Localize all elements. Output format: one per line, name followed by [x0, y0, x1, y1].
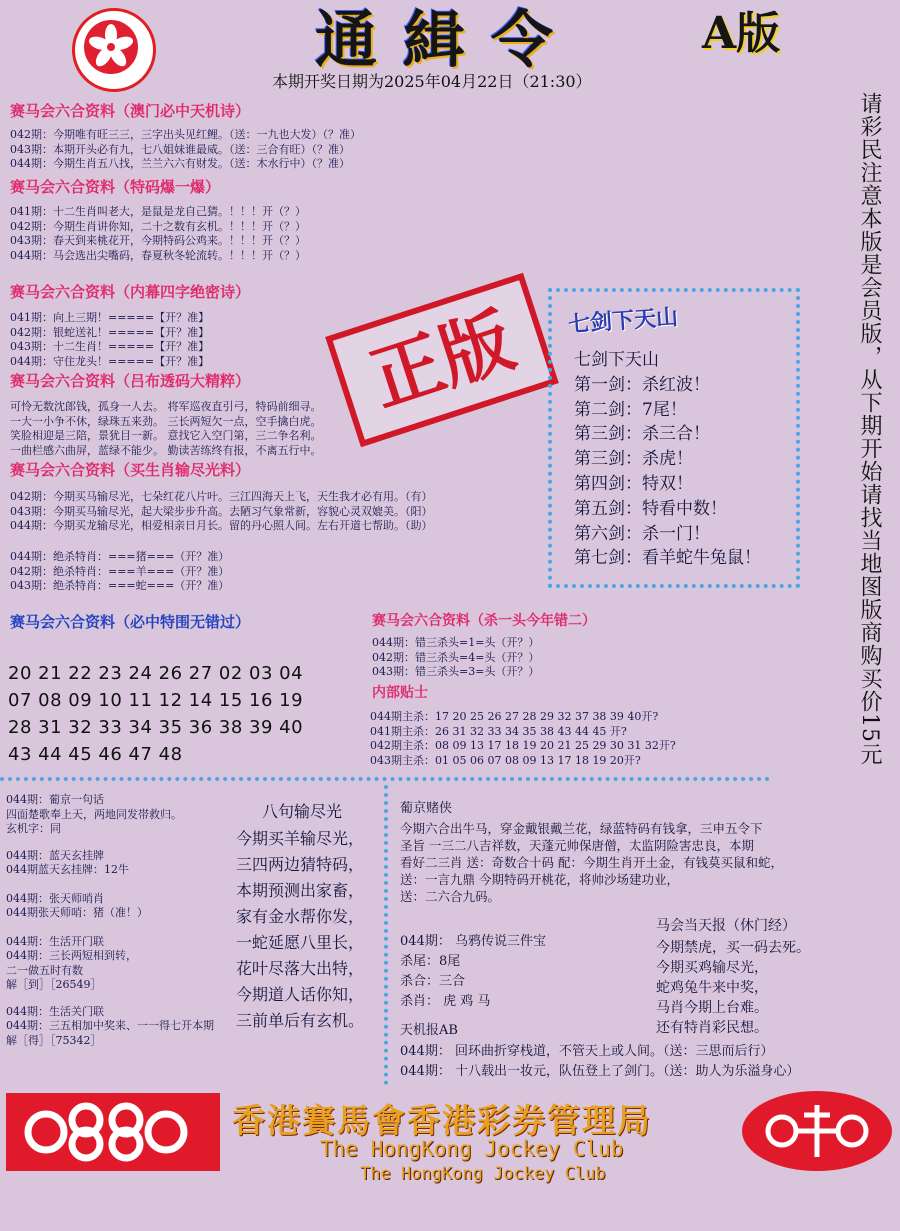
list-item: 第五剑：特看中数！ [574, 498, 727, 519]
section-macau-poem [10, 128, 361, 172]
list-item: 圣旨 一三二八吉祥数，天蓬元帅保唐僧，太监阴险害忠良，本期 [400, 838, 754, 853]
list-item: 三四两边猜特码， [236, 855, 365, 874]
list-item: 今期禁虎，买一码去死。 [656, 940, 810, 956]
number-row: 28 31 32 33 34 35 36 38 39 40 [8, 717, 304, 738]
section-title-lubu: 赛马会六合资料（吕布透码大精粹） [10, 372, 251, 390]
edition-badge: A版 [702, 8, 781, 59]
left-bottom-column [6, 793, 246, 1048]
list-item: 蛇鸡兔牛来中奖， [656, 980, 768, 996]
number-row: 07 08 09 10 11 12 14 15 16 19 [8, 690, 304, 711]
ab-report-lines [400, 1042, 799, 1082]
list-item: 041期：向上三期！=====【开？准】 [10, 311, 210, 324]
list-item: 第二剑：7尾！ [574, 399, 687, 420]
bauhinia-icon [72, 8, 150, 86]
list-item: 送：二六合九码。 [400, 889, 501, 904]
list-item: 043期：本期开头必有九，七八姐妹谁最威。（送：三合有旺）（？准） [10, 142, 350, 156]
lottery-logo-right [742, 1091, 892, 1171]
side-notice: 请彩民注意本版是会员版，从下期开始请找当地图版商购买价15元 [857, 92, 882, 766]
list-item: 还有特肖彩民想。 [656, 1020, 768, 1036]
list-item: 玄机字：同 [6, 822, 61, 835]
list-item: 今期买鸡输尽光， [656, 960, 768, 976]
list-item: 044期：三长两短相到转， [6, 949, 137, 962]
list-item: 041期：十二生肖叫老大，是鼠是龙自己猜。！！！开（？） [10, 205, 306, 218]
seven-swords-list [574, 348, 761, 571]
section-title-insider-tips: 内部贴士 [372, 685, 428, 701]
list-item: 杀尾：8尾 [400, 954, 461, 969]
block-one-word [6, 793, 246, 837]
lottery-emblem-icon [742, 1091, 892, 1171]
list-item: 043期：十二生肖！=====【开？准】 [10, 340, 210, 353]
list-item: 今期六合出牛马，穿金戴银戴兰花，绿蓝特码有钱拿，三申五令下 [400, 821, 763, 836]
section-title-insider-poem: 赛马会六合资料（内幕四字绝密诗） [10, 283, 251, 301]
block-close-couplet [6, 1005, 246, 1049]
list-item: 家有金水帮你发， [236, 907, 365, 926]
list-item: 今期道人话你知， [236, 985, 365, 1004]
list-item: 马肖今期上台难。 [656, 1000, 768, 1016]
list-item: 044期：守住龙头！=====【开？准】 [10, 354, 210, 368]
list-item: 笑脸相迎是三陪，景犹目一新。 意找它入空门第，三二争名利。 [10, 429, 322, 442]
list-item: 044期： 十八载出一妆元，队伍登上了剑门。（送：助人为乐溢身心） [400, 1064, 800, 1079]
jockey-club-logo-left [6, 1093, 220, 1171]
list-item: 041期主杀：26 31 32 33 34 35 38 43 44 45 开? [370, 724, 627, 738]
list-item: 解［得］［75342］ [6, 1033, 102, 1047]
section-special-burst [10, 205, 306, 263]
list-item: 本期预测出家畜， [236, 881, 365, 900]
crow-lines [400, 932, 546, 1012]
list-item: 044期：马会选出尖嘴码，春夏秋冬轮流转。！！！开（？） [10, 248, 306, 262]
hk-emblem [72, 8, 156, 92]
list-item: 043期：今期买马输尽光，起大梁步步升高。去陋习气象常新，容貌心灵双媲美。（阳） [10, 504, 433, 518]
draw-date: 本期开奖日期为2025年04月22日（21:30） [272, 72, 592, 91]
list-item: 四面楚歌奉上天，两地同发帯救归。 [6, 807, 182, 821]
footer [0, 1085, 900, 1231]
block-zhang-tianshi [6, 892, 246, 921]
list-item: 044期：葡京一句话 [6, 793, 104, 806]
list-item: 043期：绝杀特肖：===蛇===（开？准） [10, 579, 230, 592]
section-kill-head [372, 636, 539, 680]
list-item: 044期张天师哨：猪（准！） [6, 906, 148, 919]
list-item: 042期：今期生肖讲你知，二十之数有玄机。！！！开（？） [10, 219, 306, 233]
ab-report-title: 天机报AB [400, 1023, 458, 1038]
section-title-kill-head: 赛马会六合资料（杀一头今年错二） [372, 613, 596, 629]
poem-lines [236, 826, 364, 1034]
gambler-lines [400, 820, 783, 905]
list-item: 送：一言九鼎 今期特码开桃花，将帅沙场建功业， [400, 872, 679, 887]
list-item: 044期：生活关门联 [6, 1004, 104, 1018]
list-item: 二一做五时有数 [6, 963, 83, 977]
section-title-zodiac-lose: 赛马会六合资料（买生肖输尽光料） [10, 461, 251, 479]
footer-en-name-2: The HongKong Jockey Club [360, 1164, 606, 1184]
section-kill-zodiac [10, 550, 229, 594]
section-title-special-burst: 赛马会六合资料（特码爆一爆） [10, 178, 221, 196]
list-item: 043期：春天到来桃花开，今期特码公鸡来。！！！开（？） [10, 234, 306, 247]
block-open-couplet [6, 935, 246, 993]
list-item: 三前单后有玄机。 [236, 1011, 365, 1030]
list-item: 第六剑：杀一门！ [574, 523, 710, 544]
list-item: 044期：蓝天玄挂牌 [6, 848, 104, 862]
seven-swords-box [548, 288, 800, 588]
seven-swords-heading: 七剑下天山 [574, 350, 659, 370]
list-item: 044期：今期生肖五八找，兰兰六六有财发。（送：木水行中）（？准） [10, 157, 350, 170]
section-insider-tips [370, 710, 676, 768]
section-title-special-numbers: 赛马会六合资料（必中特围无错过） [10, 613, 251, 631]
footer-cn-name: 香港賽馬會香港彩券管理局 [232, 1101, 652, 1140]
horse-report-title: 马会当天报（休门经） [656, 918, 796, 934]
list-item: 042期：银蛇送礼！=====【开？准】 [10, 325, 210, 339]
list-item: 花叶尽落大出特， [236, 959, 365, 978]
list-item: 一大一小争不休，绿珠五来劲。 三长两短欠一点，空手擒白虎。 [10, 414, 322, 428]
list-item: 解［到］［26549］ [6, 978, 102, 991]
divider-vertical [384, 785, 388, 1085]
list-item: 044期：今期买龙输尽光，相爱相亲日月长。留的丹心照人间。左右开道七帮助。（助） [10, 519, 433, 532]
footer-en-name-1: The HongKong Jockey Club [320, 1137, 624, 1161]
section-title-macau-poem: 赛马会六合资料（澳门必中天机诗） [10, 102, 251, 120]
page-title: 通緝令 [315, 3, 580, 76]
list-item: 042期：今期唯有旺三三，三字出头见红鲤。（送：一九也大发）（？准） [10, 128, 361, 141]
list-item: 044期：绝杀特肖：===猪===（开？准） [10, 550, 230, 563]
list-item: 044期： 回环曲折穿栈道，不管天上或人间。（送：三思而后行） [400, 1044, 774, 1059]
list-item: 042期主杀：08 09 13 17 18 19 20 21 25 29 30 31 32开? [370, 739, 676, 752]
list-item: 杀肖： 虎 鸡 马 [400, 994, 491, 1009]
poem-title: 八句输尽光 [262, 802, 343, 821]
block-blue-sky [6, 849, 246, 878]
list-item: 今期买羊输尽光， [236, 829, 365, 848]
list-item: 看好二三肖 送：奇数合十码 配：今期生肖开土金，有钱莫买鼠和蛇， [400, 855, 783, 870]
list-item: 一蛇延愿八里长， [236, 933, 365, 952]
list-item: 044期：生活开门联 [6, 934, 104, 948]
divider-horizontal [0, 777, 770, 781]
section-zodiac-lose [10, 490, 433, 534]
genuine-stamp: 正版 [325, 273, 559, 448]
list-item: 可怜无数沈郎钱，孤身一人去。 将军巡夜直引弓，特码前细寻。 [10, 400, 322, 413]
number-row: 43 44 45 46 47 48 [8, 744, 183, 765]
section-insider-poem [10, 311, 209, 369]
list-item: 第三剑：杀虎！ [574, 449, 693, 470]
knot-logo-icon [6, 1093, 220, 1171]
special-number-grid [8, 660, 303, 768]
list-item: 044期：三五相加中奖来、一一得七开本期 [6, 1019, 214, 1032]
list-item: 042期：今期买马输尽光，七朵红花八片叶。三江四海天上飞，天生我才必有用。（有） [10, 490, 433, 503]
list-item: 044期蓝天玄挂牌：12牛 [6, 863, 129, 876]
list-item: 044期主杀：17 20 25 26 27 28 29 32 37 38 39 40开? [370, 710, 659, 723]
list-item: 第三剑：杀三合！ [574, 424, 710, 445]
horse-report-lines [656, 938, 810, 1038]
list-item: 杀合：三合 [400, 974, 466, 989]
number-row: 20 21 22 23 24 26 27 02 03 04 [8, 663, 304, 684]
list-item: 044期：错三杀头=1=头（开？） [372, 636, 540, 649]
list-item: 第四剑：特双！ [574, 473, 693, 494]
list-item: 043期：错三杀头=3=头（开？） [372, 665, 540, 678]
list-item: 044期： 乌鸦传说三件宝 [400, 934, 546, 949]
seven-swords-logo: 七剑下天山 [567, 305, 679, 338]
list-item: 042期：错三杀头=4=头（开？） [372, 650, 540, 664]
list-item: 042期：绝杀特肖：===羊===（开？准） [10, 564, 230, 578]
list-item: 第一剑：杀红波！ [574, 374, 710, 395]
section-lubu [10, 400, 322, 458]
list-item: 043期主杀：01 05 06 07 08 09 13 17 18 19 20开? [370, 753, 641, 767]
list-item: 044期：张天师哨肖 [6, 891, 104, 905]
list-item: 一曲栏感六曲屏，蓝绿不能少。 勤读苦练终有报，不离五行中。 [10, 443, 322, 457]
gambler-title: 葡京赌侠 [400, 801, 453, 816]
list-item: 第七剑：看羊蛇牛兔鼠！ [574, 548, 761, 569]
